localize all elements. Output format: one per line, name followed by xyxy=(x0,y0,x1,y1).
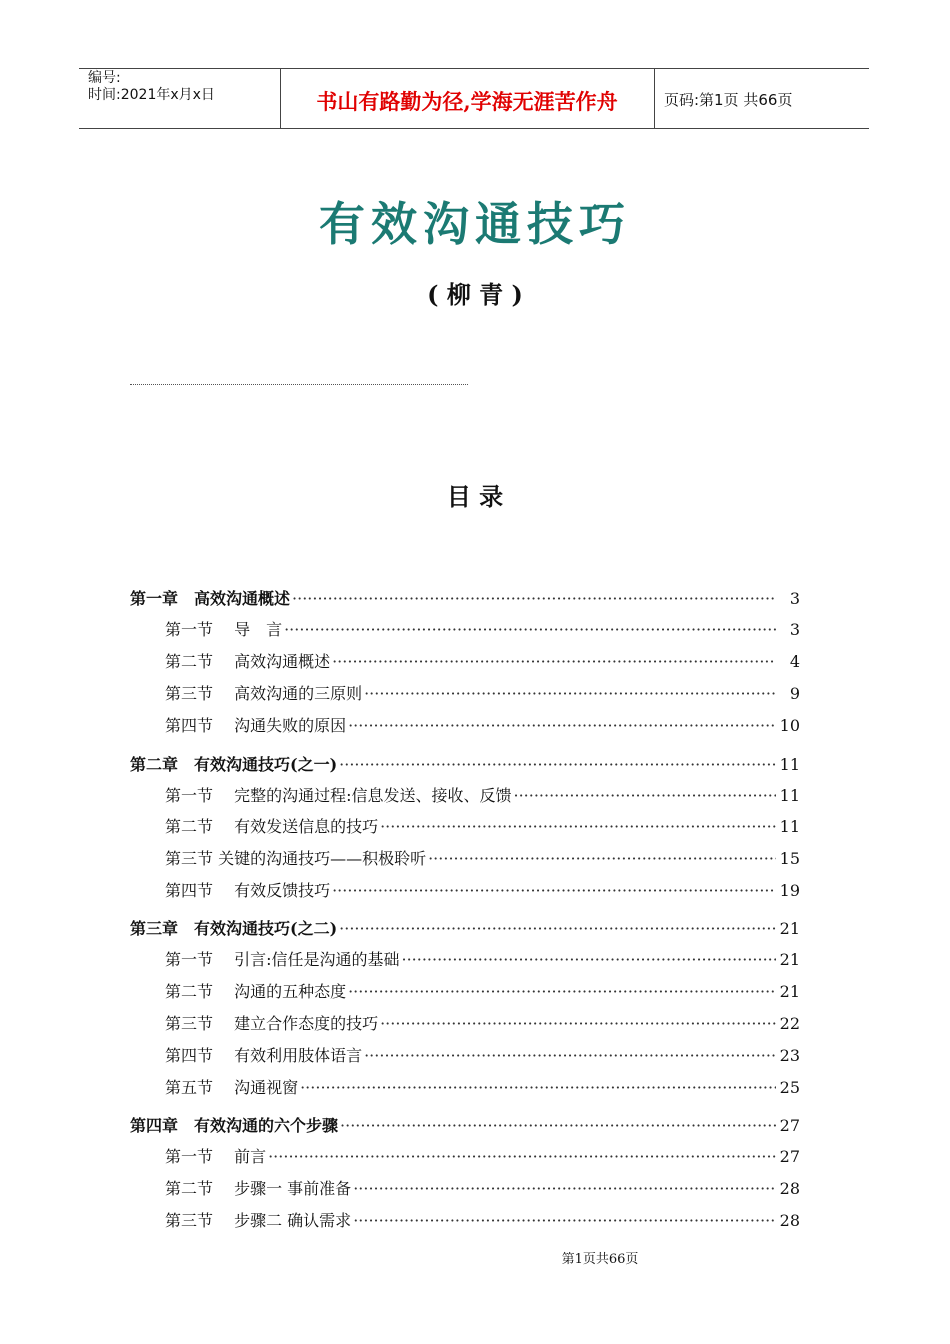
header-top-rule xyxy=(79,68,869,69)
toc-dot-leader xyxy=(380,817,776,836)
header-motto: 书山有路勤为径,学海无涯苦作舟 xyxy=(316,89,618,114)
header-page-info: 页码:第1页 共66页 xyxy=(664,91,793,109)
toc-entry-label: 第三节 高效沟通的三原则 xyxy=(165,684,363,703)
toc-dot-leader xyxy=(353,1179,776,1198)
toc-entry-label: 第三节 建立合作态度的技巧 xyxy=(165,1014,379,1033)
toc-entry-label: 第五节 沟通视窗 xyxy=(165,1078,299,1097)
toc-page-number: 9 xyxy=(789,684,800,703)
toc-section-entry xyxy=(130,878,800,902)
toc-page-number: 28 xyxy=(779,1179,800,1198)
toc-section-entry xyxy=(130,1208,800,1232)
toc-section-entry xyxy=(130,1176,800,1200)
toc-page-number: 11 xyxy=(779,817,800,836)
toc-page-number: 4 xyxy=(789,652,800,671)
toc-page-number: 19 xyxy=(779,881,800,900)
toc-page-number: 27 xyxy=(779,1147,800,1166)
toc-dot-leader xyxy=(332,652,776,671)
toc-section-entry xyxy=(130,617,800,641)
toc-dot-leader xyxy=(364,1046,776,1065)
toc-section-entry xyxy=(130,1011,800,1035)
toc-section-entry xyxy=(130,649,800,673)
toc-section-entry xyxy=(130,979,800,1003)
toc-dot-leader xyxy=(300,1078,776,1097)
toc-dot-leader xyxy=(364,684,776,703)
toc-chapter-entry xyxy=(130,752,800,776)
document-title: 有效沟通技巧 xyxy=(319,197,631,251)
toc-page-number: 27 xyxy=(779,1116,800,1135)
header-bottom-rule xyxy=(79,128,869,129)
toc-dot-leader xyxy=(348,982,776,1001)
toc-section-entry xyxy=(130,1144,800,1168)
toc-page-number: 3 xyxy=(789,620,800,639)
toc-entry-label: 第四节 有效利用肢体语言 xyxy=(165,1046,363,1065)
toc-dot-leader xyxy=(339,919,776,938)
toc-section-entry xyxy=(130,783,800,807)
dotted-divider xyxy=(130,384,468,385)
toc-section-entry xyxy=(130,713,800,737)
toc-entry-label: 第一节 引言:信任是沟通的基础 xyxy=(165,950,400,969)
toc-page-number: 11 xyxy=(779,755,800,774)
header-meta xyxy=(88,70,215,104)
toc-entry-label: 第三节 步骤二 确认需求 xyxy=(165,1211,352,1230)
toc-page-number: 15 xyxy=(779,849,800,868)
toc-entry-label: 第一章 高效沟通概述 xyxy=(130,589,291,608)
toc-page-number: 10 xyxy=(779,716,800,735)
toc-section-entry xyxy=(130,846,800,870)
toc-entry-label: 第三节 关键的沟通技巧——积极聆听 xyxy=(165,849,427,868)
toc-dot-leader xyxy=(339,755,776,774)
toc-page-number: 28 xyxy=(779,1211,800,1230)
header-divider xyxy=(654,68,655,128)
toc-entry-label: 第二节 沟通的五种态度 xyxy=(165,982,347,1001)
toc-chapter-entry xyxy=(130,586,800,610)
toc-entry-label: 第一节 前言 xyxy=(165,1147,267,1166)
toc-entry-label: 第三章 有效沟通技巧(之二) xyxy=(130,919,338,938)
toc-dot-leader xyxy=(380,1014,776,1033)
toc-chapter-entry xyxy=(130,916,800,940)
toc-page-number: 21 xyxy=(779,982,800,1001)
toc-dot-leader xyxy=(292,589,776,608)
toc-page-number: 21 xyxy=(779,919,800,938)
toc-entry-label: 第一节 导 言 xyxy=(165,620,283,639)
toc-heading: 目 录 xyxy=(446,482,504,511)
toc-section-entry xyxy=(130,681,800,705)
toc-dot-leader xyxy=(340,1116,776,1135)
toc-section-entry xyxy=(130,814,800,838)
toc-page-number: 22 xyxy=(779,1014,800,1033)
toc-dot-leader xyxy=(348,716,776,735)
toc-entry-label: 第二章 有效沟通技巧(之一) xyxy=(130,755,338,774)
toc-chapter-entry xyxy=(130,1113,800,1137)
document-author: ( 柳 青 ) xyxy=(427,280,523,309)
toc-dot-leader xyxy=(268,1147,776,1166)
toc-section-entry xyxy=(130,1043,800,1067)
toc-page-number: 21 xyxy=(779,950,800,969)
toc-dot-leader xyxy=(284,620,776,639)
toc-entry-label: 第一节 完整的沟通过程:信息发送、接收、反馈 xyxy=(165,786,512,805)
toc-entry-label: 第二节 有效发送信息的技巧 xyxy=(165,817,379,836)
toc-dot-leader xyxy=(332,881,776,900)
toc-dot-leader xyxy=(513,786,776,805)
toc-section-entry xyxy=(130,947,800,971)
toc-dot-leader xyxy=(401,950,776,969)
toc-entry-label: 第四章 有效沟通的六个步骤 xyxy=(130,1116,339,1135)
header-time-label: 时间:2021年x月x日 xyxy=(88,87,215,103)
header-number-label: 编号: xyxy=(88,70,121,86)
toc-dot-leader xyxy=(428,849,776,868)
toc-page-number: 11 xyxy=(779,786,800,805)
toc-entry-label: 第四节 有效反馈技巧 xyxy=(165,881,331,900)
toc-page-number: 23 xyxy=(779,1046,800,1065)
toc-entry-label: 第四节 沟通失败的原因 xyxy=(165,716,347,735)
footer-page-number: 第1页共66页 xyxy=(561,1252,639,1267)
toc-page-number: 25 xyxy=(779,1078,800,1097)
toc-page-number: 3 xyxy=(789,589,800,608)
toc-dot-leader xyxy=(353,1211,776,1230)
toc-section-entry xyxy=(130,1075,800,1099)
toc-entry-label: 第二节 高效沟通概述 xyxy=(165,652,331,671)
toc-entry-label: 第二节 步骤一 事前准备 xyxy=(165,1179,352,1198)
